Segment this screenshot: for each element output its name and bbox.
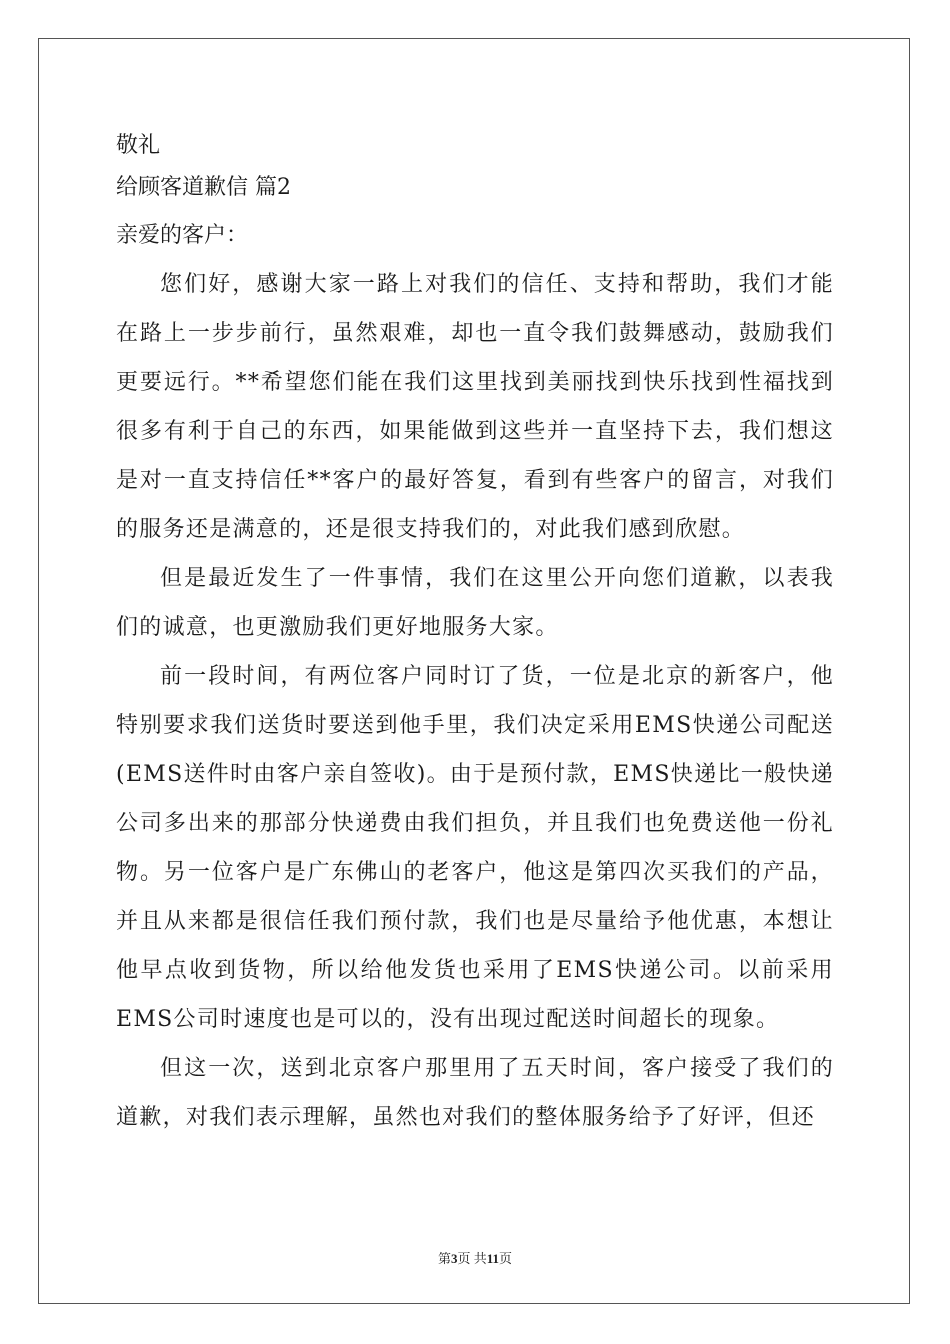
- body-paragraph: 但这一次，送到北京客户那里用了五天时间，客户接受了我们的道歉，对我们表示理解，虽然也对我们的整体服务给予了好评，但还: [116, 1056, 834, 1130]
- letter-closing: 敬礼: [116, 133, 161, 158]
- letter-title: 给顾客道歉信 篇2: [116, 175, 291, 200]
- letter-salutation: 亲爱的客户：: [116, 223, 249, 248]
- page-mid: 页 共: [457, 1251, 487, 1266]
- page-current: 3: [450, 1251, 458, 1266]
- page-suffix: 页: [499, 1251, 513, 1266]
- document-body: [116, 122, 834, 1142]
- body-paragraph: 但是最近发生了一件事情，我们在这里公开向您们道歉，以表我们的诚意，也更激励我们更好地服务大家。: [116, 566, 834, 640]
- body-paragraph: 您们好，感谢大家一路上对我们的信任、支持和帮助，我们才能在路上一步步前行，虽然艰难，却也一直令我们鼓舞感动，鼓励我们更要远行。**希望您们能在我们这里找到美丽找到快乐找到性福找到很多有利于自己的东西，如果能做到这些并一直坚持下去，我们想这是对一直支持信任**客户的最好答复，看到有些客户的留言，对我们的服务还是满意的，还是很支持我们的，对此我们感到欣慰。: [116, 272, 834, 542]
- body-paragraph: 前一段时间，有两位客户同时订了货，一位是北京的新客户，他特别要求我们送货时要送到他手里，我们决定采用EMS快递公司配送(EMS送件时由客户亲自签收)。由于是预付款，EMS快递比一般快递公司多出来的那部分快递费由我们担负，并且我们也免费送他一份礼物。另一位客户是广东佛山的老客户，他这是第四次买我们的产品，并且从来都是很信任我们预付款，我们也是尽量给予他优惠，本想让他早点收到货物，所以给他发货也采用了EMS快递公司。以前采用EMS公司时速度也是可以的，没有出现过配送时间超长的现象。: [116, 664, 834, 1032]
- page-prefix: 第: [437, 1251, 451, 1266]
- page-footer: [0, 1248, 950, 1267]
- page-total: 11: [486, 1251, 500, 1266]
